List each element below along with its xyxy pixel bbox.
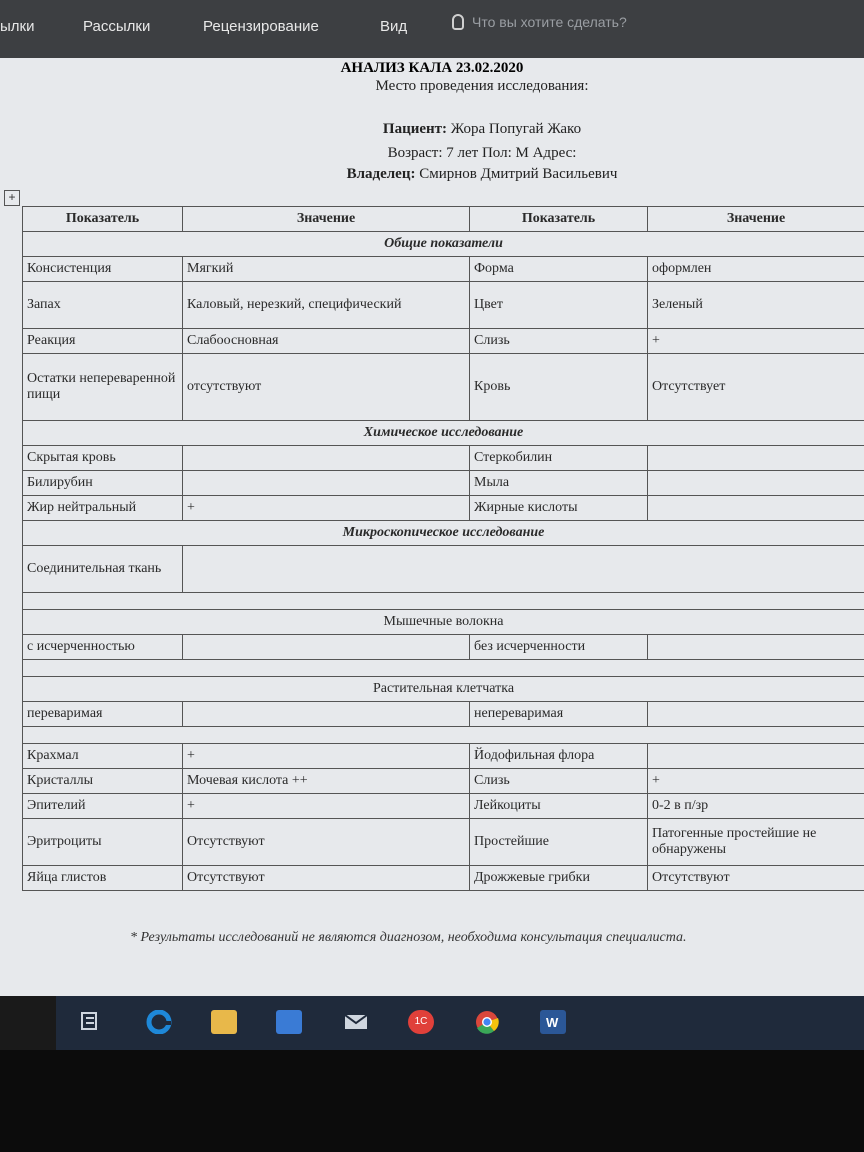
section-muscle-fibers[interactable]: Мышечные волокна [23, 610, 864, 635]
cell[interactable]: Дрожжевые грибки [470, 866, 648, 891]
cell[interactable]: Форма [470, 257, 648, 282]
windows-taskbar [56, 996, 864, 1050]
cell[interactable]: + [183, 744, 470, 769]
cell[interactable]: Простейшие [470, 819, 648, 866]
cell[interactable]: Цвет [470, 282, 648, 329]
cell[interactable]: оформлен [648, 257, 864, 282]
cell[interactable]: Лейкоциты [470, 794, 648, 819]
1c-icon[interactable]: 1С [408, 1010, 434, 1034]
cell[interactable]: + [648, 329, 864, 354]
cell[interactable]: Консистенция [23, 257, 183, 282]
word-ribbon [0, 0, 864, 58]
cell[interactable] [183, 471, 470, 496]
cell[interactable]: Жир нейтральный [23, 496, 183, 521]
header-value-2[interactable]: Значение [648, 207, 864, 232]
cell[interactable]: Мягкий [183, 257, 470, 282]
cell[interactable]: Каловый, нерезкий, специфический [183, 282, 470, 329]
cell[interactable]: Кристаллы [23, 769, 183, 794]
task-view-icon[interactable] [78, 1010, 104, 1034]
cell[interactable]: Слизь [470, 329, 648, 354]
cell[interactable]: Эритроциты [23, 819, 183, 866]
footnote: * Результаты исследований не являются диагнозом, необходима консультация специалиста. [130, 930, 687, 945]
tell-me-search[interactable] [452, 14, 627, 30]
tab-mailings-partial[interactable]: ылки [0, 18, 35, 35]
analysis-table [22, 206, 864, 891]
cell[interactable]: Зеленый [648, 282, 864, 329]
screen-bezel [0, 1050, 864, 1152]
cell[interactable] [648, 635, 864, 660]
mail-icon[interactable] [343, 1010, 369, 1034]
cell[interactable]: Соединительная ткань [23, 546, 183, 593]
empty-row[interactable] [23, 593, 864, 610]
document-page [0, 58, 864, 996]
cell[interactable]: Крахмал [23, 744, 183, 769]
header-indicator-2[interactable]: Показатель [470, 207, 648, 232]
cell[interactable] [648, 471, 864, 496]
cell[interactable] [648, 702, 864, 727]
cell[interactable]: отсутствуют [183, 354, 470, 421]
tab-mailings[interactable]: Рассылки [83, 18, 151, 35]
header-value-1[interactable]: Значение [183, 207, 470, 232]
cell[interactable]: переваримая [23, 702, 183, 727]
section-plant-fiber[interactable]: Растительная клетчатка [23, 677, 864, 702]
cell[interactable]: + [183, 794, 470, 819]
cell[interactable]: с исчерченностью [23, 635, 183, 660]
cell[interactable] [648, 496, 864, 521]
cell[interactable]: Кровь [470, 354, 648, 421]
patient-value: Жора Попугай Жако [450, 121, 582, 137]
cell[interactable] [183, 702, 470, 727]
cell[interactable]: Слизь [470, 769, 648, 794]
cell[interactable]: + [183, 496, 470, 521]
cell[interactable]: Отсутствуют [183, 819, 470, 866]
empty-row[interactable] [23, 727, 864, 744]
section-general[interactable]: Общие показатели [23, 232, 864, 257]
age-line: Возраст: 7 лет Пол: М Адрес: [387, 145, 577, 161]
cell[interactable]: Жирные кислоты [470, 496, 648, 521]
patient-line [0, 121, 864, 138]
empty-row[interactable] [23, 660, 864, 677]
cell[interactable]: Отсутствуют [183, 866, 470, 891]
file-explorer-icon[interactable] [211, 1010, 237, 1034]
cell[interactable]: Реакция [23, 329, 183, 354]
cell[interactable] [183, 446, 470, 471]
cell[interactable] [183, 635, 470, 660]
place-label: Место проведения исследования: [375, 78, 589, 94]
owner-line [0, 166, 864, 183]
cell[interactable]: Йодофильная флора [470, 744, 648, 769]
cell[interactable]: Мыла [470, 471, 648, 496]
cell[interactable]: Патогенные простейшие не обнаружены [648, 819, 864, 866]
tab-review[interactable]: Рецензирование [203, 18, 319, 35]
tab-view[interactable]: Вид [380, 18, 408, 35]
cell[interactable]: без исчерченности [470, 635, 648, 660]
cell[interactable]: + [648, 769, 864, 794]
svg-text:W: W [546, 1015, 559, 1030]
cell[interactable]: Билирубин [23, 471, 183, 496]
header-indicator-1[interactable]: Показатель [23, 207, 183, 232]
cell[interactable]: Слабоосновная [183, 329, 470, 354]
document-title: АНАЛИЗ КАЛА 23.02.2020 [340, 60, 524, 76]
cell[interactable]: Скрытая кровь [23, 446, 183, 471]
lightbulb-icon [452, 14, 464, 30]
cell[interactable]: 0-2 в п/зр [648, 794, 864, 819]
edge-icon[interactable] [146, 1010, 172, 1034]
cell[interactable] [648, 446, 864, 471]
store-icon[interactable] [276, 1010, 302, 1034]
tell-me-placeholder[interactable]: Что вы хотите сделать? [472, 14, 627, 30]
table-move-handle-icon[interactable]: + [4, 190, 20, 206]
section-chemical[interactable]: Химическое исследование [23, 421, 864, 446]
cell[interactable]: Эпителий [23, 794, 183, 819]
cell[interactable]: непереваримая [470, 702, 648, 727]
patient-label: Пациент: [382, 121, 448, 137]
cell[interactable] [648, 744, 864, 769]
section-microscopic[interactable]: Микроскопическое исследование [23, 521, 864, 546]
cell[interactable]: Яйца глистов [23, 866, 183, 891]
cell[interactable]: Запах [23, 282, 183, 329]
cell[interactable]: Стеркобилин [470, 446, 648, 471]
chrome-icon[interactable] [474, 1010, 500, 1034]
owner-value: Смирнов Дмитрий Васильевич [419, 166, 618, 182]
cell[interactable] [183, 546, 864, 593]
word-icon[interactable] [540, 1010, 566, 1034]
cell[interactable]: Отсутствуют [648, 866, 864, 891]
owner-label: Владелец: [346, 166, 416, 182]
cell[interactable]: Отсутствует [648, 354, 864, 421]
cell[interactable]: Мочевая кислота ++ [183, 769, 470, 794]
cell[interactable]: Остатки непереваренной пищи [23, 354, 183, 421]
